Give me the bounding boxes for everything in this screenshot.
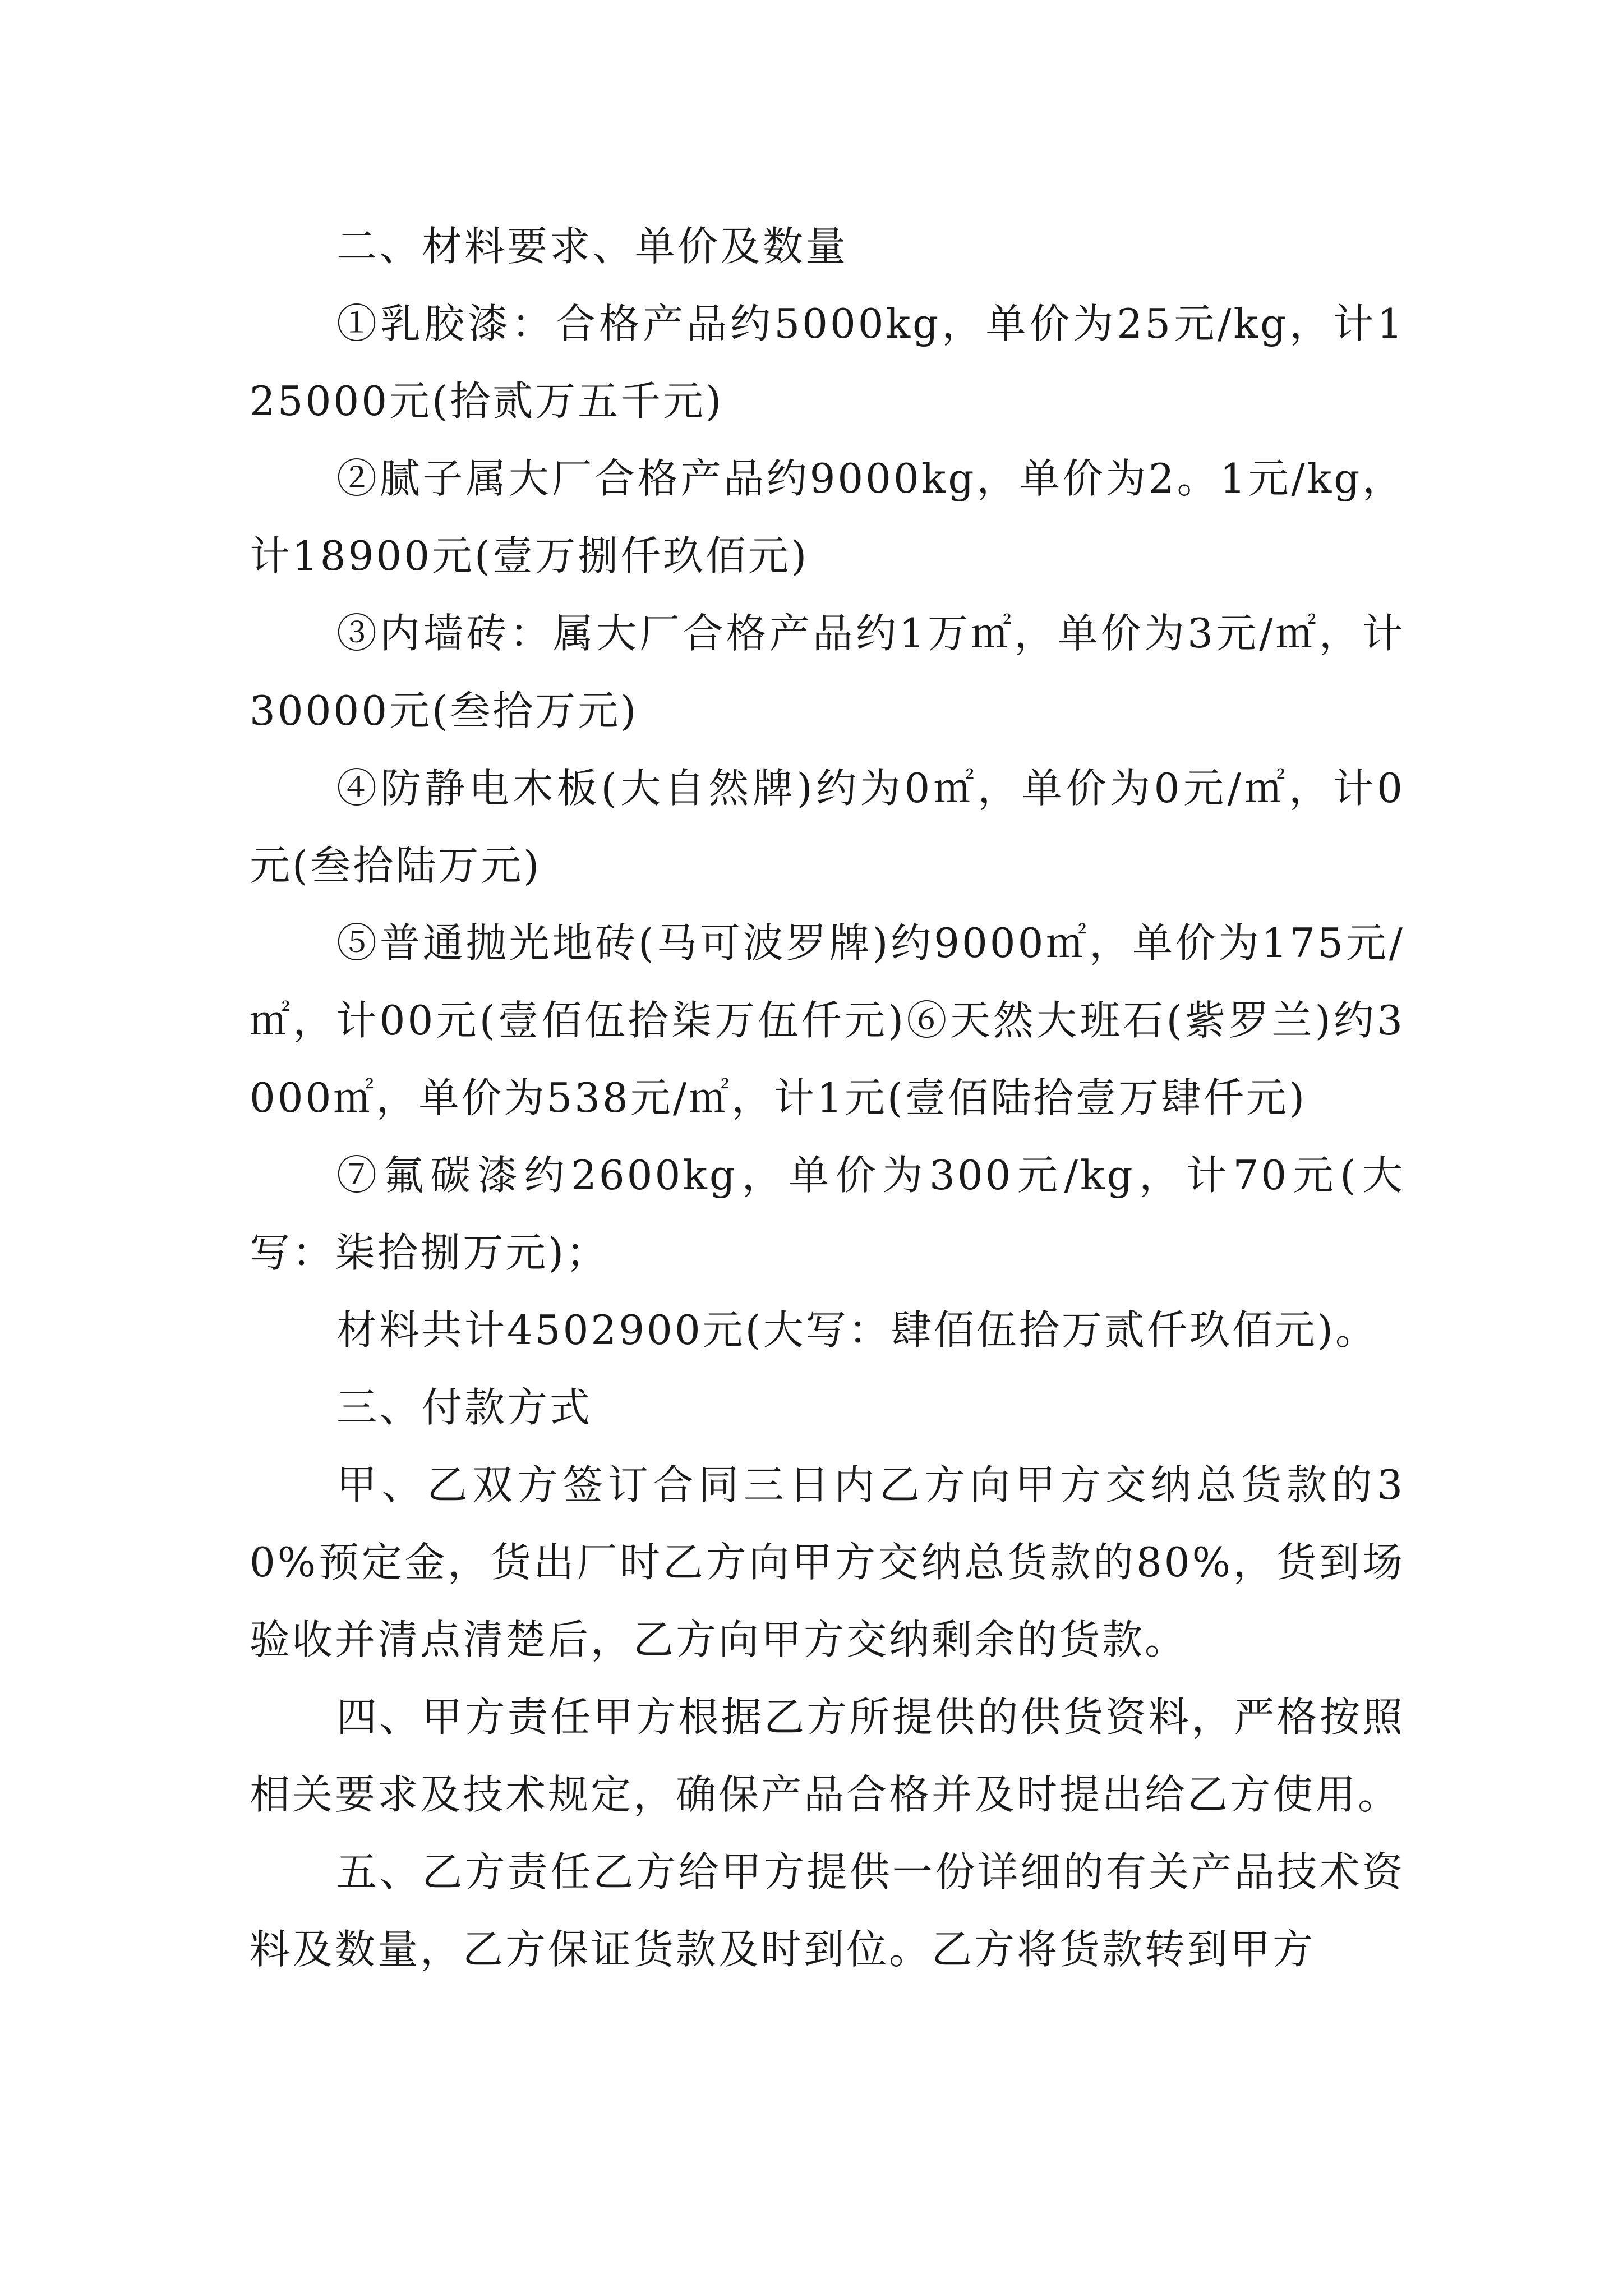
party-b-responsibility: 五、乙方责任乙方给甲方提供一份详细的有关产品技术资料及数量，乙方保证货款及时到位。乙方将货款转到甲方: [250, 1848, 1405, 1973]
item-wall-tile: ③内墙砖：属大厂合格产品约1万㎡，单价为3元/㎡，计30000元(叁拾万元): [250, 610, 1405, 734]
party-a-responsibility: 四、甲方责任甲方根据乙方所提供的供货资料，严格按照相关要求及技术规定，确保产品合格并及时提出给乙方使用。: [250, 1694, 1405, 1818]
item-fluorocarbon-paint: ⑦氟碳漆约2600kg，单价为300元/kg，计70元(大写：柒拾捌万元)；: [250, 1152, 1405, 1276]
section-heading-payment: 三、付款方式: [336, 1384, 593, 1431]
section-heading-materials: 二、材料要求、单价及数量: [336, 223, 849, 270]
document-body: [250, 208, 1405, 1988]
item-antistatic-board: ④防静电木板(大自然牌)约为0㎡，单价为0元/㎡，计0元(叁拾陆万元): [250, 765, 1405, 889]
item-polished-tile-and-marble: ⑤普通抛光地砖(马可波罗牌)约9000㎡，单价为175元/㎡，计00元(壹佰伍拾柒万伍仟元)⑥天然大班石(紫罗兰)约3000㎡，单价为538元/㎡，计1元(壹佰陆拾壹万肆仟元): [250, 919, 1405, 1121]
item-latex-paint: ①乳胶漆：合格产品约5000kg，单价为25元/kg，计125000元(拾贰万五千元): [250, 300, 1405, 425]
payment-terms: 甲、乙双方签订合同三日内乙方向甲方交纳总货款的30%预定金，货出厂时乙方向甲方交纳总货款的80%，货到场验收并清点清楚后，乙方向甲方交纳剩余的货款。: [250, 1461, 1405, 1663]
item-putty: ②腻子属大厂合格产品约9000kg，单价为2。1元/kg，计18900元(壹万捌仟玖佰元): [250, 455, 1405, 579]
materials-total: 材料共计4502900元(大写：肆佰伍拾万贰仟玖佰元)。: [336, 1306, 1378, 1354]
